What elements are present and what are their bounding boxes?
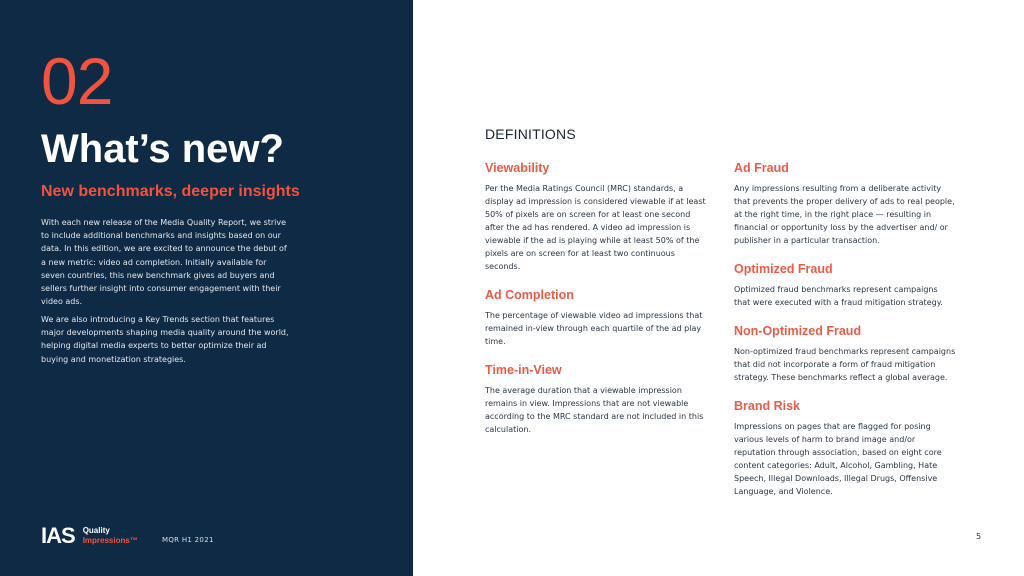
term-optimized-fraud [734,261,956,309]
term-definition: Per the Media Ratings Council (MRC) standards, a display ad impression is considered viewable if at least 50% of pixels are on screen for at least one second after the ad has rendered. A video ad impression is viewable if the ad is playing while at least 50% of the pixels are on screen for at least two continuous seconds. [485,184,706,271]
page-title: What’s new? [41,127,284,171]
term-definition: The average duration that a viewable impression remains in view. Impressions that are not viewable according to the MRC standard are not included in this calculation. [485,386,704,434]
logo-tagline-quality: Quality [82,526,110,535]
definitions-panel [413,0,1024,576]
term-time-in-view [485,362,707,436]
subheadline: New benchmarks, deeper insights [41,183,300,200]
logo-tagline [83,526,138,546]
term-ad-fraud [734,160,956,247]
term-definition: The percentage of viewable video ad impressions that remained in-view through each quartile of the ad play time. [485,311,703,346]
term-name: Time-in-View [485,363,562,377]
term-name: Brand Risk [734,399,800,413]
term-viewability [485,160,707,273]
term-brand-risk [734,398,956,498]
term-definition: Impressions on pages that are flagged for posing various levels of harm to brand image and/or reputation through association, based on eight core content categories: Adult, Alcohol, Gambling, Hate Speech, Illegal Downloads, Illegal Drugs, Offensive Language, and Violence. [734,422,942,496]
logo-tagline-impressions: Impressions™ [82,536,138,545]
term-ad-completion [485,287,707,348]
intro-paragraph-2: We are also introducing a Key Trends section that features major developments shaping media quality around the world, helping digital media experts to better optimize their ad buying and monetization strategies. [41,315,289,364]
definitions-column-1 [485,160,707,450]
term-name: Optimized Fraud [734,262,833,276]
report-id: MQR H1 2021 [162,536,214,544]
section-number: 02 [41,44,113,118]
ias-logo [41,524,138,548]
left-panel [0,0,413,576]
term-non-optimized-fraud [734,323,956,384]
term-definition: Any impressions resulting from a deliberate activity that prevents the proper delivery of ads to real people, at the right time, in the right place — resulting in financial or opportunity loss by the advertiser and/ or publisher in a particular transaction. [734,184,955,245]
term-name: Non-Optimized Fraud [734,324,862,338]
ias-logo-mark: IAS [41,523,75,548]
intro-paragraph-1: With each new release of the Media Quality Report, we strive to include additional benchmarks and insights based on our data. In this edition, we are excited to announce the debut of a new metric: video ad completion. Initially available for seven countries, this new benchmark gives ad buyers and sellers further insight into consumer engagement with their video ads. [41,218,287,307]
term-name: Viewability [485,161,550,175]
term-definition: Non-optimized fraud benchmarks represent campaigns that did not incorporate a form of fraud mitigation strategy. These benchmarks reflect a global average. [734,347,956,382]
definitions-title: DEFINITIONS [485,126,576,142]
term-name: Ad Completion [485,288,574,302]
term-definition: Optimized fraud benchmarks represent campaigns that were executed with a fraud mitigation strategy. [734,285,943,307]
term-name: Ad Fraud [734,161,789,175]
definitions-column-2 [734,160,956,512]
page-number: 5 [976,532,982,541]
